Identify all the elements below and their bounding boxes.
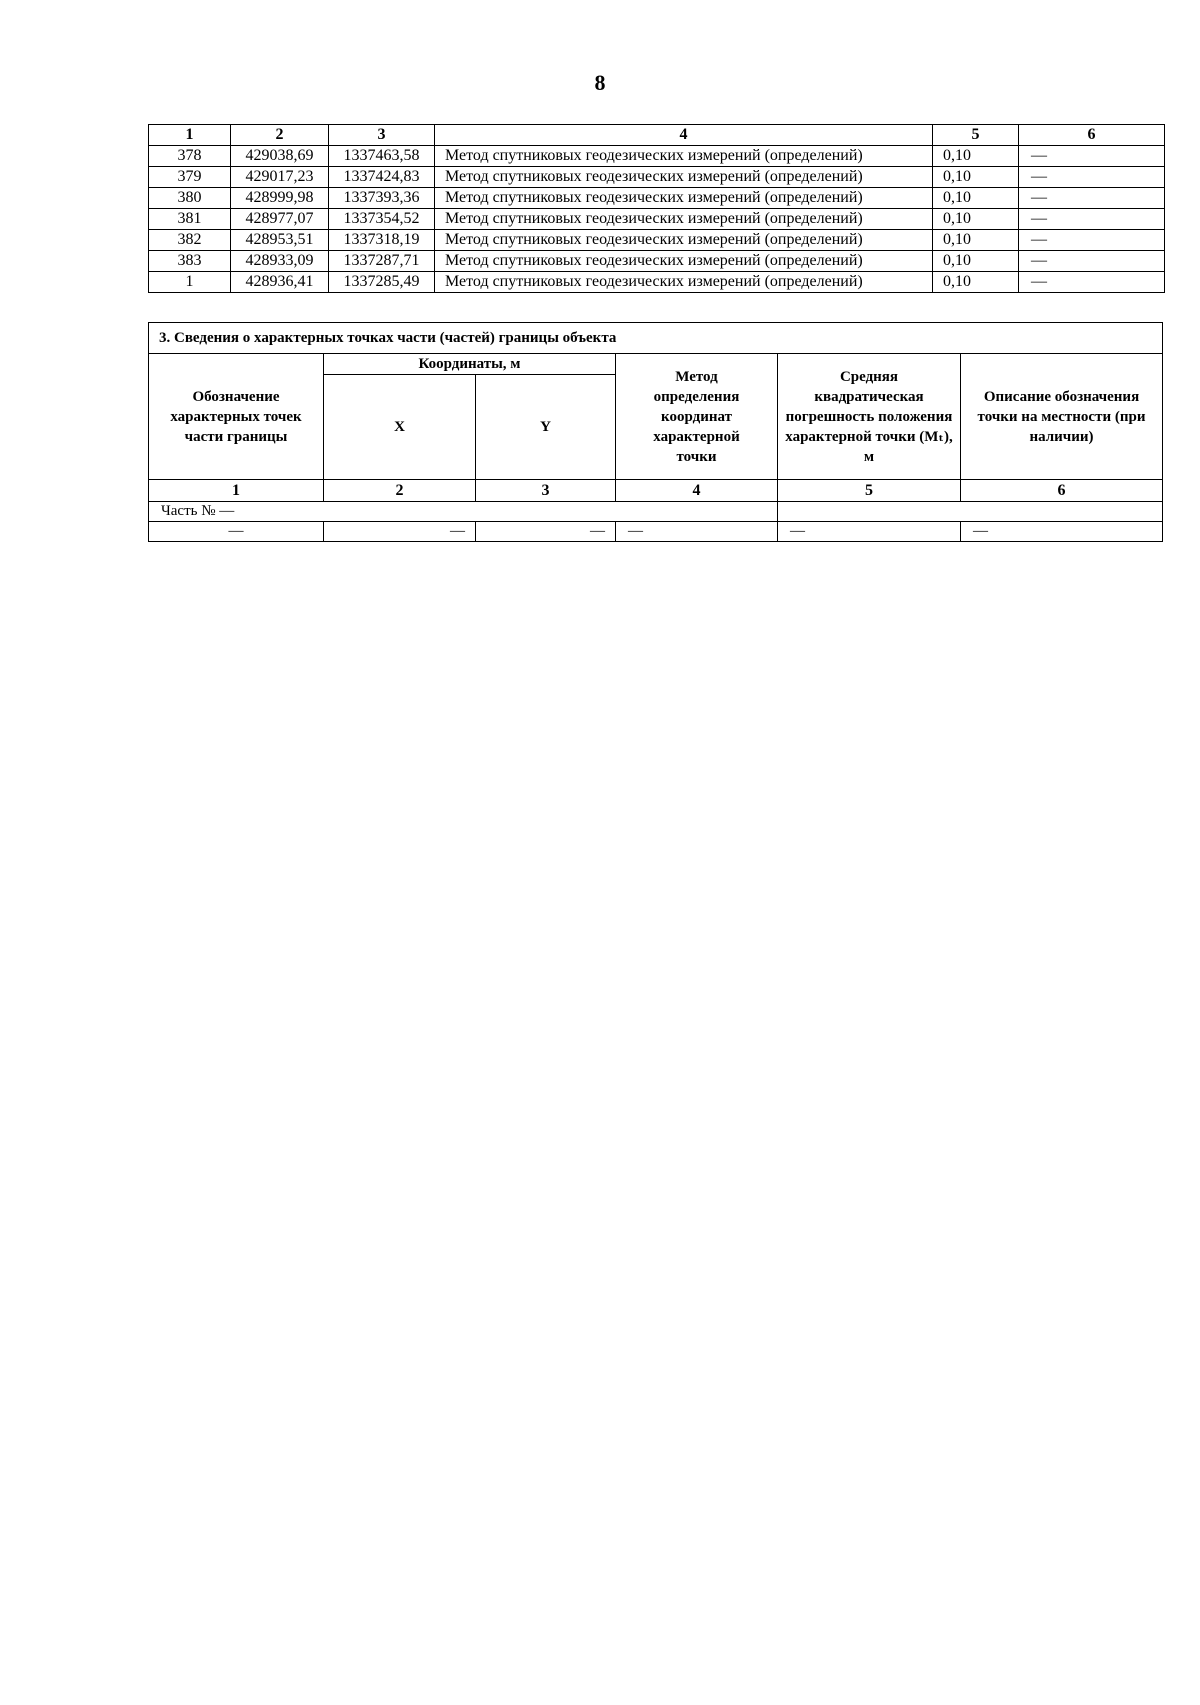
page-number: 8 xyxy=(594,70,606,95)
point-number: 381 xyxy=(149,209,231,230)
description: — xyxy=(1019,251,1165,272)
method: Метод спутниковых геодезических измерений (определений) xyxy=(435,188,933,209)
dash-cell: — xyxy=(476,522,616,542)
error: 0,10 xyxy=(933,230,1019,251)
header-description: Описание обозначения точки на местности (при наличии) xyxy=(961,354,1163,480)
dash-cell: — xyxy=(778,522,961,542)
part-row xyxy=(149,502,1163,522)
coord-x: 428953,51 xyxy=(231,230,329,251)
section3-table xyxy=(148,322,1163,542)
col-number: 6 xyxy=(961,480,1163,502)
description: — xyxy=(1019,188,1165,209)
coord-y: 1337287,71 xyxy=(329,251,435,272)
coordinates-table xyxy=(148,124,1165,293)
coord-x: 428933,09 xyxy=(231,251,329,272)
part-empty xyxy=(778,502,1163,522)
coord-x: 429038,69 xyxy=(231,146,329,167)
coordinates-table-header-row xyxy=(149,125,1165,146)
table-row xyxy=(149,230,1165,251)
description: — xyxy=(1019,146,1165,167)
point-number: 382 xyxy=(149,230,231,251)
coord-x: 428977,07 xyxy=(231,209,329,230)
coordinates-col-header: 1 xyxy=(149,125,231,146)
coord-y: 1337463,58 xyxy=(329,146,435,167)
coord-y: 1337318,19 xyxy=(329,230,435,251)
error: 0,10 xyxy=(933,146,1019,167)
point-number: 378 xyxy=(149,146,231,167)
part-label: Часть № — xyxy=(149,502,778,522)
error: 0,10 xyxy=(933,251,1019,272)
description: — xyxy=(1019,167,1165,188)
coord-y: 1337393,36 xyxy=(329,188,435,209)
table-row xyxy=(149,188,1165,209)
method: Метод спутниковых геодезических измерений (определений) xyxy=(435,209,933,230)
coordinates-col-header: 2 xyxy=(231,125,329,146)
coordinates-col-header: 4 xyxy=(435,125,933,146)
coordinates-table-body xyxy=(149,146,1165,293)
coord-y: 1337424,83 xyxy=(329,167,435,188)
dash-cell: — xyxy=(616,522,778,542)
method: Метод спутниковых геодезических измерений (определений) xyxy=(435,230,933,251)
table-row xyxy=(149,167,1165,188)
description: — xyxy=(1019,209,1165,230)
description: — xyxy=(1019,272,1165,293)
point-number: 379 xyxy=(149,167,231,188)
method: Метод спутниковых геодезических измерений (определений) xyxy=(435,146,933,167)
header-error: Средняя квадратическая погрешность положения характерной точки (Mₜ), м xyxy=(778,354,961,480)
col-number: 1 xyxy=(149,480,324,502)
coord-y: 1337354,52 xyxy=(329,209,435,230)
description: — xyxy=(1019,230,1165,251)
section3-title: 3. Сведения о характерных точках части (частей) границы объекта xyxy=(149,323,1163,354)
dash-cell: — xyxy=(324,522,476,542)
coord-y: 1337285,49 xyxy=(329,272,435,293)
error: 0,10 xyxy=(933,167,1019,188)
col-number: 4 xyxy=(616,480,778,502)
coordinates-col-header: 3 xyxy=(329,125,435,146)
error: 0,10 xyxy=(933,272,1019,293)
table-row xyxy=(149,146,1165,167)
col-number: 5 xyxy=(778,480,961,502)
dash-cell: — xyxy=(961,522,1163,542)
col-number: 2 xyxy=(324,480,476,502)
section3-column-numbers xyxy=(149,480,1163,502)
header-coordinates: Координаты, м xyxy=(324,354,616,375)
col-number: 3 xyxy=(476,480,616,502)
dash-cell: — xyxy=(149,522,324,542)
table-row xyxy=(149,251,1165,272)
coord-x: 428999,98 xyxy=(231,188,329,209)
error: 0,10 xyxy=(933,209,1019,230)
header-designation: Обозначение характерных точек части границы xyxy=(149,354,324,480)
point-number: 1 xyxy=(149,272,231,293)
error: 0,10 xyxy=(933,188,1019,209)
point-number: 383 xyxy=(149,251,231,272)
table-row xyxy=(149,209,1165,230)
method: Метод спутниковых геодезических измерений (определений) xyxy=(435,251,933,272)
coordinates-col-header: 5 xyxy=(933,125,1019,146)
header-y: Y xyxy=(476,375,616,480)
header-method: Метод определения координат характерной точки xyxy=(616,354,778,480)
point-number: 380 xyxy=(149,188,231,209)
table-row xyxy=(149,272,1165,293)
dash-row xyxy=(149,522,1163,542)
coord-x: 429017,23 xyxy=(231,167,329,188)
method: Метод спутниковых геодезических измерений (определений) xyxy=(435,272,933,293)
coordinates-col-header: 6 xyxy=(1019,125,1165,146)
header-x: X xyxy=(324,375,476,480)
method: Метод спутниковых геодезических измерений (определений) xyxy=(435,167,933,188)
coord-x: 428936,41 xyxy=(231,272,329,293)
